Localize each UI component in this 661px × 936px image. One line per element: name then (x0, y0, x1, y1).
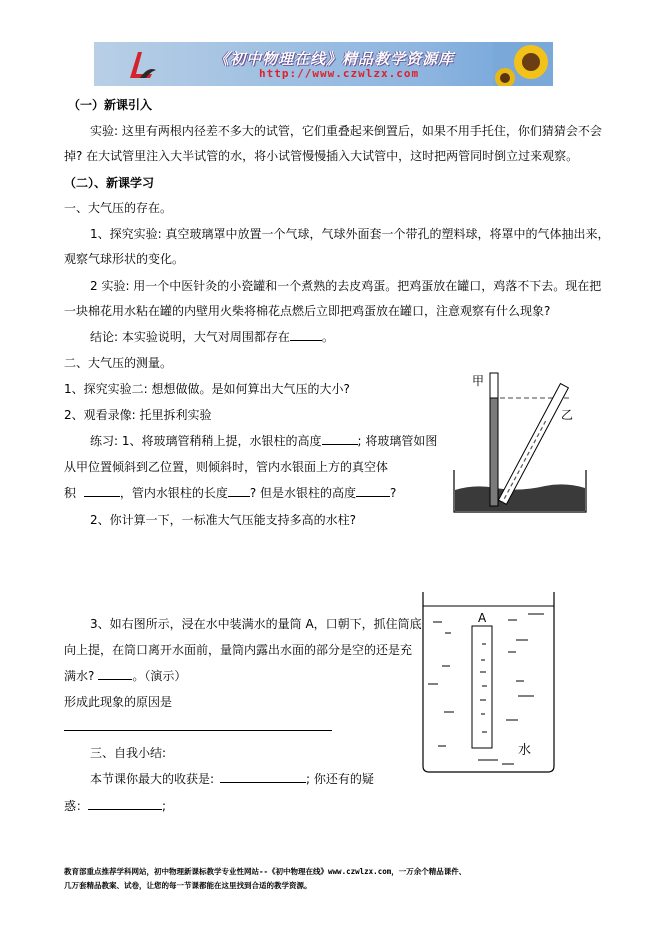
summary-question-line (64, 797, 166, 814)
reason-answer-line[interactable] (64, 730, 332, 731)
conclusion-text: 结论: 本实验说明，大气对周围都存在 (90, 330, 290, 344)
subheading-atmospheric-pressure-exists: 一、大气压的存在。 (64, 201, 173, 215)
gain-label: 本节课你最大的收获是: (90, 772, 215, 786)
site-logo-icon (124, 48, 158, 82)
exercise1-line3 (64, 484, 396, 501)
full-or-empty-blank[interactable] (98, 668, 132, 680)
section-heading-study: （二）、新课学习 (64, 176, 155, 190)
experiment2-line1: 2 实验: 用一个中医针灸的小瓷罐和一个煮熟的去皮鸡蛋。把鸡蛋放在罐口，鸡落不下去。现在把 (90, 279, 602, 293)
exercise1-line2: 从甲位置倾斜到乙位置，则倾斜时，管内水银面上方的真空体 (64, 460, 389, 474)
intro-paragraph-line1: 实验: 这里有两根内径差不多大的试管，它们重叠起来倒置后，如果不用手托住，你们猜猜会不会 (90, 124, 602, 138)
label-yi: 乙 (561, 408, 574, 422)
tube-jia-mercury (490, 398, 498, 506)
sunflower-icon (493, 42, 553, 86)
banner-url[interactable]: http://www.czwlzx.com (259, 67, 420, 80)
gain-blank[interactable] (220, 771, 306, 783)
exercise1-text-c4: ? (390, 486, 397, 500)
label-cylinder-a: A (478, 611, 487, 625)
question-label-head: 惑： (64, 799, 89, 813)
list-item-video: 2、观看录像: 托里拆利实验 (64, 408, 212, 422)
vacuum-volume-blank[interactable] (84, 485, 120, 497)
exercise1-text-c2: ，管内水银柱的长度 (119, 486, 228, 500)
banner-title: 《初中物理在线》精品教学资源库 (214, 50, 455, 68)
reason-label: 形成此现象的原因是 (64, 695, 173, 709)
column-length-blank[interactable] (228, 485, 250, 497)
intro-paragraph-line2: 掉? 在大试管里注入大半试管的水，将小试管慢慢插入大试管中，这时把两管同时倒立过来观察。 (64, 149, 579, 163)
exercise1-text-c1: 积 (64, 486, 77, 500)
conclusion-line (90, 328, 334, 345)
subheading-measurement: 二、大气压的测量。 (64, 356, 173, 370)
exercise1-text-c3: ? 但是水银柱的高度 (249, 486, 357, 500)
exercise3-line1: 3、如右图所示，浸在水中装满水的量筒 A，口朝下，抓住筒底 (90, 617, 422, 631)
label-jia: 甲 (472, 374, 485, 388)
experiment2-line2: 一块棉花用水粘在罐的内壁用火柴将棉花点燃后立即把鸡蛋放在罐口，注意观察有什么现象? (64, 304, 551, 318)
exercise2-line: 2、你计算一下，一标准大气压能支持多高的水柱? (90, 513, 357, 527)
experiment1-line2: 观察气球形状的变化。 (64, 252, 185, 266)
exercise1-line1 (90, 432, 437, 449)
experiment1-line1: 1、探究实验: 真空玻璃罩中放置一个气球，气球外面套一个带孔的塑料球，将罩中的气体抽出来， (90, 227, 610, 241)
summary-gain-line (90, 770, 374, 787)
exercise3-line2: 向上提，在筒口离开水面前，量筒内露出水面的部分是空的还是充 (64, 643, 413, 657)
tube-jia-vacuum (490, 373, 498, 398)
exercise3-line3 (64, 667, 186, 684)
list-item-explore2: 1、探究实验二: 想想做做。是如何算出大气压的大小? (64, 382, 350, 396)
question-end: ; (162, 799, 167, 813)
question-label-tail: ; 你还有的疑 (306, 772, 374, 786)
measuring-cylinder-diagram (420, 588, 560, 778)
footer-line1: 教育部重点推荐学科网站，初中物理新课标教学专业性网站--《初中物理在线》www.czwlzx.com，一万余个精品课件、 (64, 867, 467, 876)
section-heading-intro: （一）新课引入 (68, 98, 153, 112)
label-water: 水 (518, 743, 532, 758)
exercise3-text-b: 。（演示） (132, 669, 187, 683)
exercise3-text-a: 满水? (64, 669, 95, 683)
footer-line2: 几万套精品教案、试卷，让您的每一节课都能在这里找到合适的教学资源。 (64, 881, 312, 890)
mercury-height-blank[interactable] (322, 433, 358, 445)
exercise1-text-a: 练习: 1、将玻璃管稍稍上提，水银柱的高度 (90, 434, 322, 448)
section-heading-summary: 三、自我小结: (90, 746, 167, 760)
conclusion-blank[interactable] (290, 329, 322, 341)
column-height-blank[interactable] (356, 485, 390, 497)
exercise1-text-b: ; 将玻璃管如图 (357, 434, 438, 448)
conclusion-end: 。 (321, 330, 334, 344)
torricelli-diagram (450, 370, 590, 515)
question-blank[interactable] (88, 798, 162, 810)
header-banner (94, 42, 553, 86)
